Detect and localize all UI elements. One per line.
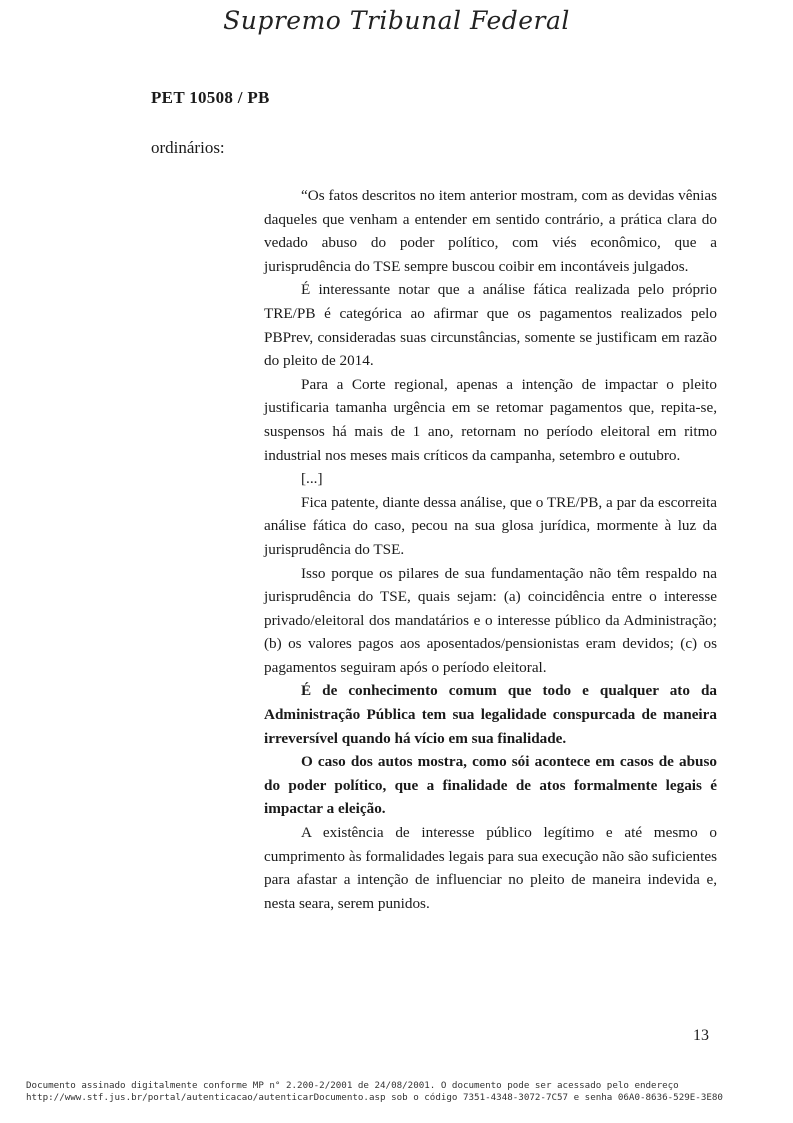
quote-paragraph: Fica patente, diante dessa análise, que o TRE/PB, a par da escorreita análise fática do caso, pecou na sua glosa jurídica, mormente à luz da jurisprudência do TSE. [264, 493, 717, 558]
digital-signature-footer [26, 1080, 786, 1104]
quote-paragraph: É interessante notar que a análise fática realizada pelo próprio TRE/PB é categórica ao afirmar que os pagamentos realizados pelo PBPrev, consideradas suas circunstâncias, somente se justificam em razão do pleito de 2014. [264, 281, 717, 370]
quote-paragraph: Para a Corte regional, apenas a intenção de impactar o pleito justificaria tamanha urgência em se retomar pagamentos que, repita-se, suspensos há mais de 1 ano, retornam no período eleitoral em ritmo industrial nos meses mais críticos da campanha, setembro e outubro. [264, 375, 717, 464]
quoted-passage [264, 184, 717, 915]
lead-in-text: ordinários: [151, 138, 225, 157]
quote-paragraph-bold: O caso dos autos mostra, como sói acontece em casos de abuso do poder político, que a finalidade de atos formalmente legais é impactar a eleição. [264, 753, 717, 818]
court-header: Supremo Tribunal Federal [223, 6, 570, 35]
page-number: 13 [693, 1027, 709, 1044]
quote-ellipsis: [...] [301, 470, 323, 488]
quote-paragraph: A existência de interesse público legítimo e até mesmo o cumprimento às formalidades legais para sua execução não são suficientes para afastar a intenção de influenciar no pleito de maneira indevida e, nesta seara, serem punidos. [264, 824, 717, 912]
case-reference: PET 10508 / PB [151, 88, 270, 107]
quote-paragraph: “Os fatos descritos no item anterior mostram, com as devidas vênias daqueles que venham a entender em sentido contrário, a prática clara do vedado abuso do poder político, com viés econômico, que a jurisprudência do TSE sempre buscou coibir em incontáveis julgados. [264, 187, 717, 275]
quote-paragraph-bold: É de conhecimento comum que todo e qualquer ato da Administração Pública tem sua legalidade conspurcada de maneira irreversível quando há vício em sua finalidade. [264, 682, 717, 747]
footer-line: Documento assinado digitalmente conforme MP n° 2.200-2/2001 de 24/08/2001. O documento pode ser acessado pelo endereço [26, 1080, 679, 1091]
quote-paragraph: Isso porque os pilares de sua fundamentação não têm respaldo na jurisprudência do TSE, quais sejam: (a) coincidência entre o interesse privado/eleitoral dos mandatários e o interesse público da Administração; (b) os valores pagos aos aposentados/pensionistas eram devidos; (c) os pagamentos seguiram após o período eleitoral. [264, 564, 717, 676]
footer-line: http://www.stf.jus.br/portal/autenticacao/autenticarDocumento.asp sob o código 7351-4348-3072-7C57 e senha 06A0-8636-529E-3E80 [26, 1092, 723, 1103]
